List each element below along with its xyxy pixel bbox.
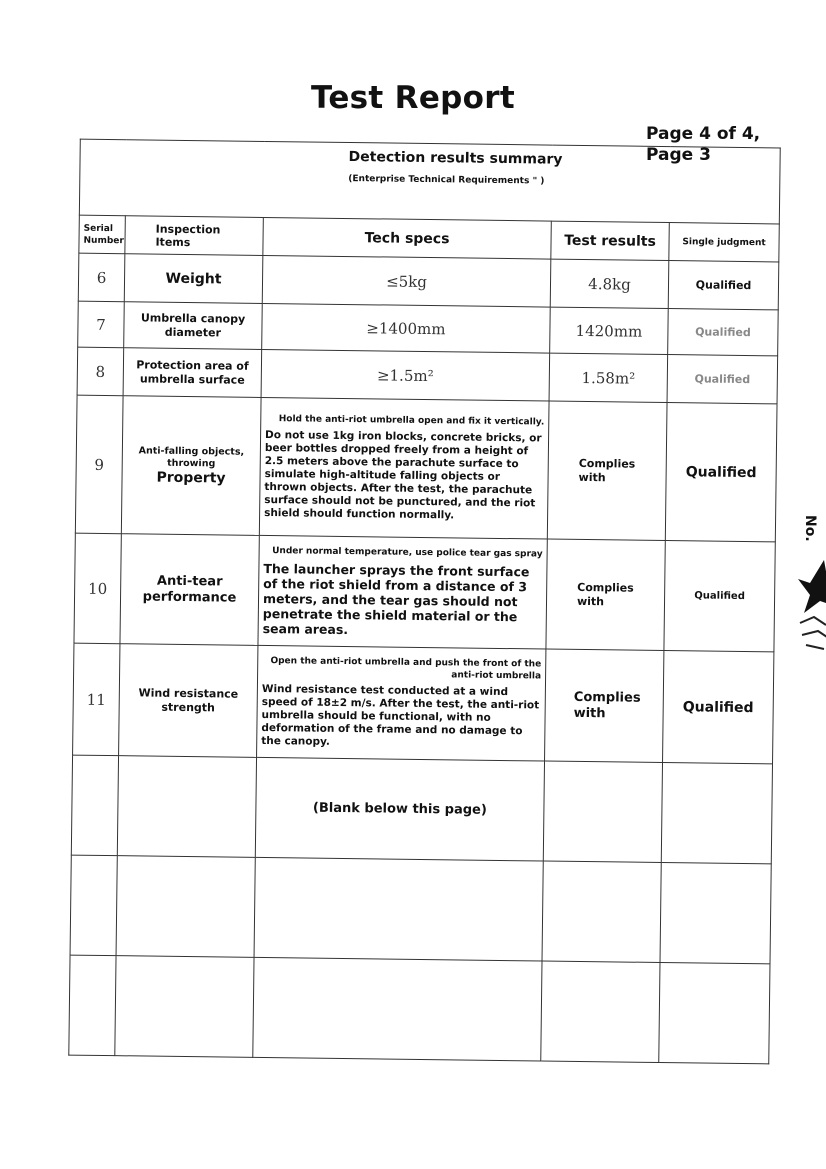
- stamp-label: No.: [802, 515, 818, 542]
- judgment-cell: Qualified: [665, 403, 777, 542]
- blank-row: [69, 955, 770, 1064]
- item-cell: Protection area of umbrella surface: [123, 348, 262, 398]
- empty-cell: [253, 957, 542, 1061]
- serial-cell: 11: [73, 643, 120, 756]
- item-cell: Weight: [124, 254, 263, 304]
- summary-row: [79, 139, 780, 224]
- serial-cell: 6: [78, 253, 125, 302]
- summary-title: Detection results summary: [348, 149, 563, 168]
- empty-cell: [542, 861, 661, 962]
- blank-note: (Blank below this page): [255, 757, 544, 861]
- results-table: [68, 139, 780, 1065]
- item-cell: [121, 396, 261, 536]
- result-cell: 1420mm: [550, 307, 669, 354]
- empty-cell: [70, 855, 117, 956]
- header-judgment: Single judgment: [669, 223, 779, 262]
- table-row: [75, 395, 777, 542]
- spec-cell: [257, 645, 546, 761]
- judgment-cell: Qualified: [668, 261, 779, 310]
- table-row: [73, 643, 774, 764]
- spec-heading: Hold the anti-riot umbrella open and fix it vertically.: [278, 414, 545, 428]
- result-cell: 1.58m²: [549, 353, 668, 402]
- empty-cell: [115, 956, 254, 1058]
- results-sheet: [68, 139, 780, 1068]
- header-results: Test results: [551, 221, 669, 260]
- page-title: Test Report: [311, 80, 515, 116]
- empty-cell: [254, 857, 543, 961]
- spec-text: Wind resistance test conducted at a wind speed of 18±2 m/s. After the test, the anti-riot umbrella should be functional, with no deformation of the frame and no damage to the canopy.: [261, 682, 540, 748]
- empty-cell: [69, 955, 116, 1056]
- serial-cell: 9: [75, 395, 123, 534]
- result-cell: Complies with: [547, 401, 667, 540]
- judgment-cell: Qualified: [668, 309, 779, 356]
- empty-cell: [661, 763, 772, 864]
- judgment-cell: Qualified: [663, 651, 774, 764]
- stamp-fragment: [796, 505, 826, 655]
- empty-cell: [659, 962, 770, 1063]
- header-specs: Tech specs: [263, 217, 551, 259]
- spec-heading: Open the anti-riot umbrella and push the front of the anti-riot umbrella: [270, 656, 542, 682]
- item-cell: Wind resistance strength: [119, 644, 258, 758]
- result-cell: Complies with: [545, 649, 664, 762]
- star-icon: [798, 560, 826, 613]
- empty-cell: [117, 756, 256, 858]
- result-cell: Complies with: [546, 539, 665, 650]
- item-line: Property: [156, 469, 226, 486]
- spec-cell: ≤5kg: [262, 255, 551, 307]
- table-row: [78, 253, 779, 310]
- serial-cell: 7: [78, 301, 125, 348]
- serial-cell: 10: [74, 533, 121, 644]
- summary-subtitle: (Enterprise Technical Requirements " ): [348, 174, 545, 187]
- header-items: Inspection Items: [125, 216, 263, 256]
- page-number: Page 4 of 4, Page 3: [646, 124, 761, 165]
- empty-cell: [116, 856, 255, 958]
- item-cell: Umbrella canopy diameter: [124, 302, 263, 350]
- empty-cell: [71, 755, 118, 856]
- item-cell: Anti-tear performance: [120, 534, 259, 646]
- blank-row: [71, 755, 772, 864]
- stamp-mark: [800, 617, 826, 649]
- spec-cell: ≥1400mm: [262, 303, 551, 353]
- spec-cell: [258, 535, 547, 649]
- empty-cell: [543, 761, 662, 862]
- table-row: [77, 347, 778, 404]
- spec-text: The launcher sprays the front surface of the riot shield from a distance of 3 meters, and the tear gas should not penetrate the shield material or the seam areas.: [262, 560, 530, 638]
- spec-heading: Under normal temperature, use police tear gas spray: [272, 546, 543, 560]
- spec-cell: ≥1.5m²: [261, 349, 550, 401]
- header-serial: Serial Number: [79, 215, 125, 254]
- serial-cell: 8: [77, 347, 124, 396]
- blank-row: [70, 855, 771, 964]
- item-line: Anti-falling objects, throwing: [138, 444, 245, 469]
- judgment-cell: Qualified: [667, 355, 778, 404]
- judgment-cell: Qualified: [664, 541, 775, 652]
- table-row: [74, 533, 775, 652]
- result-cell: 4.8kg: [550, 259, 669, 308]
- spec-text: Do not use 1kg iron blocks, concrete bricks, or beer bottles dropped freely from a height of 2.5 meters above the parachute surface to simulate high-altitude falling objects or thrown objects. After the test, the parachute surface should not be punctured, and the riot shield should function normally.: [264, 428, 542, 522]
- spec-cell: [259, 397, 549, 539]
- empty-cell: [541, 961, 660, 1062]
- empty-cell: [660, 863, 771, 964]
